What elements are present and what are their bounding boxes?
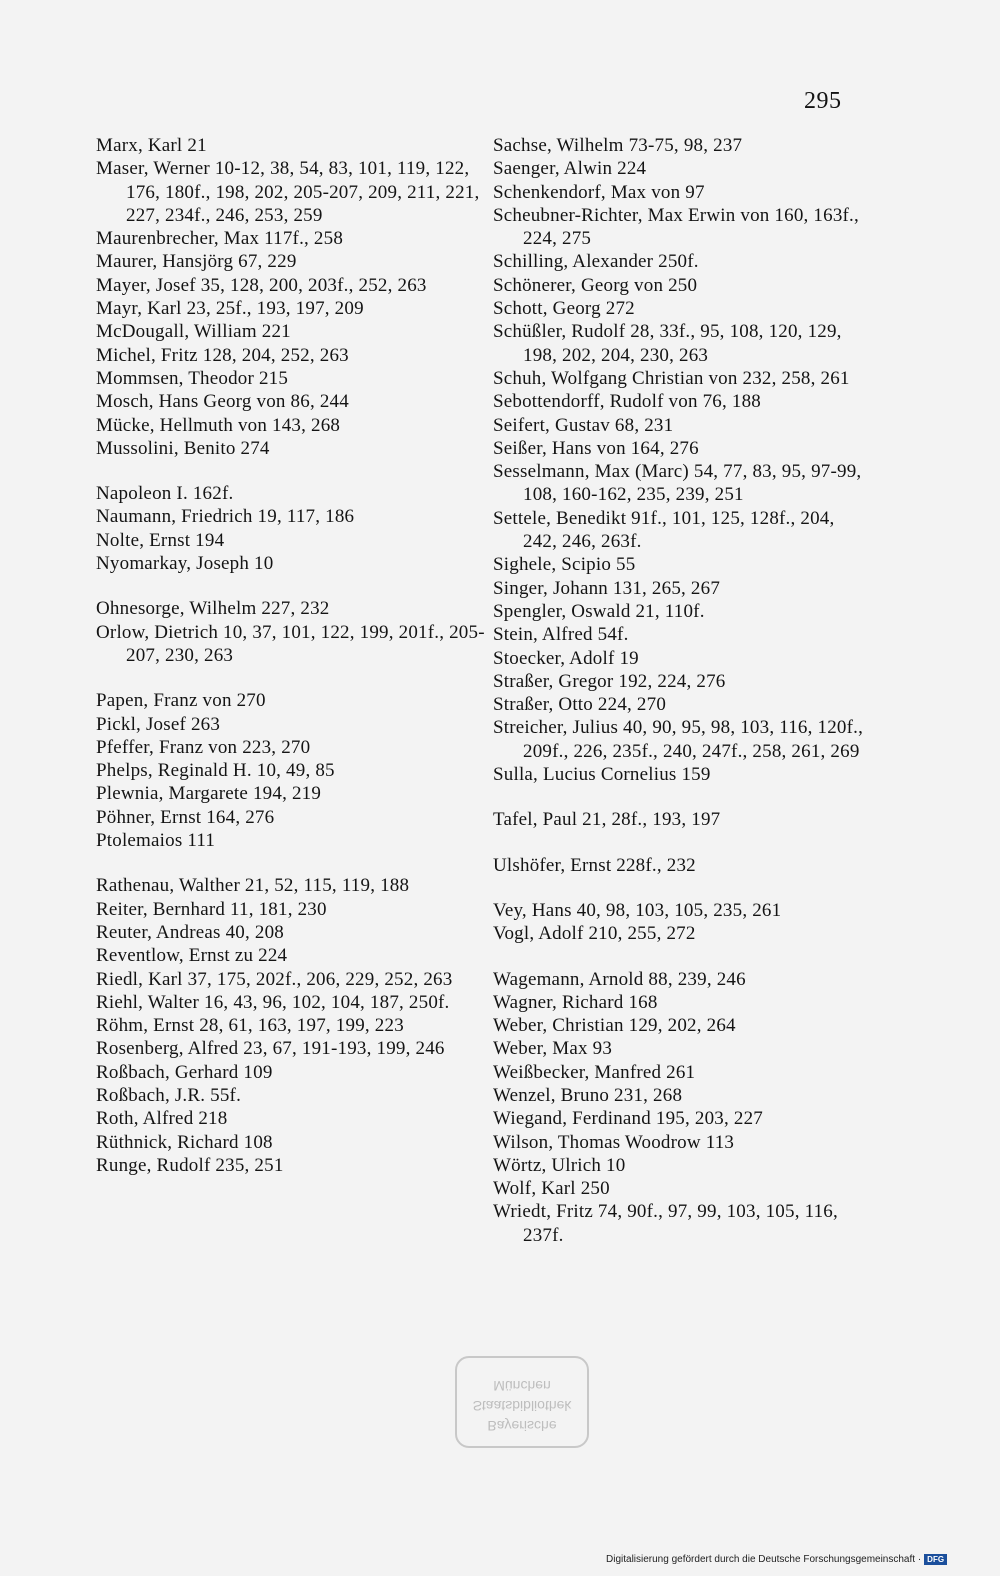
index-entry: Napoleon I. 162f. (96, 483, 234, 505)
index-entry: Wilson, Thomas Woodrow 113 (493, 1131, 735, 1153)
index-entry: Tafel, Paul 21, 28f., 193, 197 (493, 809, 721, 831)
index-entry: Weber, Christian 129, 202, 264 (493, 1015, 736, 1037)
index-entry: Weber, Max 93 (493, 1038, 613, 1060)
index-entry: Wenzel, Bruno 231, 268 (493, 1084, 683, 1106)
digitization-footer (606, 1554, 947, 1565)
index-entry: Schönerer, Georg von 250 (493, 274, 698, 296)
index-entry: Wiegand, Ferdinand 195, 203, 227 (493, 1108, 764, 1130)
index-entry: Michel, Fritz 128, 204, 252, 263 (96, 344, 349, 366)
index-entry: Maurenbrecher, Max 117f., 258 (96, 228, 344, 250)
index-entry: Stein, Alfred 54f. (493, 624, 629, 646)
index-entry: Pöhner, Ernst 164, 276 (96, 806, 275, 828)
index-entry: Mosch, Hans Georg von 86, 244 (96, 391, 349, 413)
index-entry: Spengler, Oswald 21, 110f. (493, 600, 705, 622)
index-entry: Sesselmann, Max (Marc) 54, 77, 83, 95, 97-99, 108, 160-162, 235, 239, 251 (493, 461, 862, 506)
index-entry: Sachse, Wilhelm 73-75, 98, 237 (493, 135, 743, 156)
page-number: 295 (804, 88, 842, 114)
index-entry: Wagemann, Arnold 88, 239, 246 (493, 968, 746, 990)
index-entry: Settele, Benedikt 91f., 101, 125, 128f., 204, 242, 246, 263f. (493, 507, 835, 553)
index-entry: Sebottendorff, Rudolf von 76, 188 (493, 391, 762, 413)
index-entry: Maser, Werner 10-12, 38, 54, 83, 101, 119, 122, 176, 180f., 198, 202, 205-207, 209, 211, 221, 227, 234f., 246, 253, 259 (96, 158, 480, 226)
index-entry: Stoecker, Adolf 19 (493, 647, 639, 669)
index-entry: Riehl, Walter 16, 43, 96, 102, 104, 187, 250f. (96, 991, 450, 1013)
index-entry: Wriedt, Fritz 74, 90f., 97, 99, 103, 105, 116, 237f. (493, 1201, 838, 1246)
index-entry: Streicher, Julius 40, 90, 95, 98, 103, 116, 120f., 209f., 226, 235f., 240, 247f., 258, 261, 269 (493, 717, 864, 762)
section-gap (96, 460, 486, 482)
index-entry: Mussolini, Benito 274 (96, 437, 270, 459)
section-gap (96, 852, 486, 874)
index-entry: Straßer, Otto 224, 270 (493, 694, 667, 716)
index-entry: Ohnesorge, Wilhelm 227, 232 (96, 598, 330, 620)
index-entry: Papen, Franz von 270 (96, 690, 266, 712)
index-entry: Reventlow, Ernst zu 224 (96, 945, 288, 967)
index-entry: Straßer, Gregor 192, 224, 276 (493, 670, 726, 692)
index-column-left (96, 134, 486, 1177)
dfg-logo-icon: DFG (924, 1554, 947, 1565)
section-gap (96, 667, 486, 689)
index-entry: Röhm, Ernst 28, 61, 163, 197, 199, 223 (96, 1015, 404, 1037)
index-entry: Saenger, Alwin 224 (493, 158, 647, 180)
index-entry: Wörtz, Ulrich 10 (493, 1154, 626, 1176)
index-entry: Mayer, Josef 35, 128, 200, 203f., 252, 263 (96, 274, 427, 296)
index-entry: Seifert, Gustav 68, 231 (493, 414, 674, 436)
index-entry: Maurer, Hansjörg 67, 229 (96, 251, 297, 273)
index-entry: McDougall, William 221 (96, 321, 291, 343)
index-entry: Rüthnick, Richard 108 (96, 1131, 273, 1153)
section-gap (96, 575, 486, 597)
index-column-right (493, 134, 873, 1247)
index-entry: Mayr, Karl 23, 25f., 193, 197, 209 (96, 298, 364, 320)
index-entry: Ptolemaios 111 (96, 830, 216, 852)
index-entry: Roßbach, J.R. 55f. (96, 1084, 242, 1106)
index-entry: Phelps, Reginald H. 10, 49, 85 (96, 760, 335, 782)
index-entry: Mücke, Hellmuth von 143, 268 (96, 414, 341, 436)
index-entry: Singer, Johann 131, 265, 267 (493, 577, 721, 599)
index-entry: Naumann, Friedrich 19, 117, 186 (96, 506, 355, 528)
index-entry: Roth, Alfred 218 (96, 1108, 228, 1130)
index-entry: Schüßler, Rudolf 28, 33f., 95, 108, 120, 129, 198, 202, 204, 230, 263 (493, 321, 842, 366)
index-entry: Nolte, Ernst 194 (96, 529, 225, 551)
library-stamp (455, 1356, 589, 1448)
stamp-line: München (493, 1378, 551, 1394)
section-gap (493, 786, 873, 808)
stamp-line: Bayerische (487, 1418, 557, 1434)
index-entry: Sulla, Lucius Cornelius 159 (493, 764, 711, 786)
index-entry: Schott, Georg 272 (493, 298, 635, 320)
index-entry: Wagner, Richard 168 (493, 991, 658, 1013)
index-entry: Vey, Hans 40, 98, 103, 105, 235, 261 (493, 899, 782, 921)
index-entry: Pickl, Josef 263 (96, 713, 221, 735)
index-entry: Pfeffer, Franz von 223, 270 (96, 736, 311, 758)
index-entry: Ulshöfer, Ernst 228f., 232 (493, 854, 696, 876)
index-entry: Seißer, Hans von 164, 276 (493, 437, 699, 459)
index-entry: Riedl, Karl 37, 175, 202f., 206, 229, 252, 263 (96, 968, 453, 990)
index-entry: Vogl, Adolf 210, 255, 272 (493, 923, 696, 945)
index-entry: Mommsen, Theodor 215 (96, 367, 289, 389)
index-entry: Reuter, Andreas 40, 208 (96, 921, 284, 943)
index-entry: Schuh, Wolfgang Christian von 232, 258, 261 (493, 367, 850, 389)
index-entry: Plewnia, Margarete 194, 219 (96, 783, 322, 805)
section-gap (493, 832, 873, 854)
index-entry: Sighele, Scipio 55 (493, 554, 636, 576)
index-entry: Schilling, Alexander 250f. (493, 251, 699, 273)
index-entry: Runge, Rudolf 235, 251 (96, 1154, 284, 1176)
section-gap (493, 946, 873, 968)
index-entry: Weißbecker, Manfred 261 (493, 1061, 696, 1083)
index-entry: Rosenberg, Alfred 23, 67, 191-193, 199, 246 (96, 1038, 445, 1060)
index-entry: Wolf, Karl 250 (493, 1178, 610, 1200)
index-entry: Schenkendorf, Max von 97 (493, 181, 705, 203)
section-gap (493, 877, 873, 899)
index-entry: Reiter, Bernhard 11, 181, 230 (96, 898, 327, 920)
stamp-line: Staatsbibliothek (472, 1398, 572, 1414)
index-entry: Roßbach, Gerhard 109 (96, 1061, 273, 1083)
index-entry: Marx, Karl 21 (96, 135, 207, 156)
index-entry: Scheubner-Richter, Max Erwin von 160, 163f., 224, 275 (493, 204, 859, 250)
footer-text: Digitalisierung gefördert durch die Deutsche Forschungsgemeinschaft · (606, 1554, 922, 1565)
index-entry: Rathenau, Walther 21, 52, 115, 119, 188 (96, 875, 410, 897)
index-entry: Nyomarkay, Joseph 10 (96, 553, 274, 575)
index-entry: Orlow, Dietrich 10, 37, 101, 122, 199, 201f., 205-207, 230, 263 (96, 621, 485, 666)
